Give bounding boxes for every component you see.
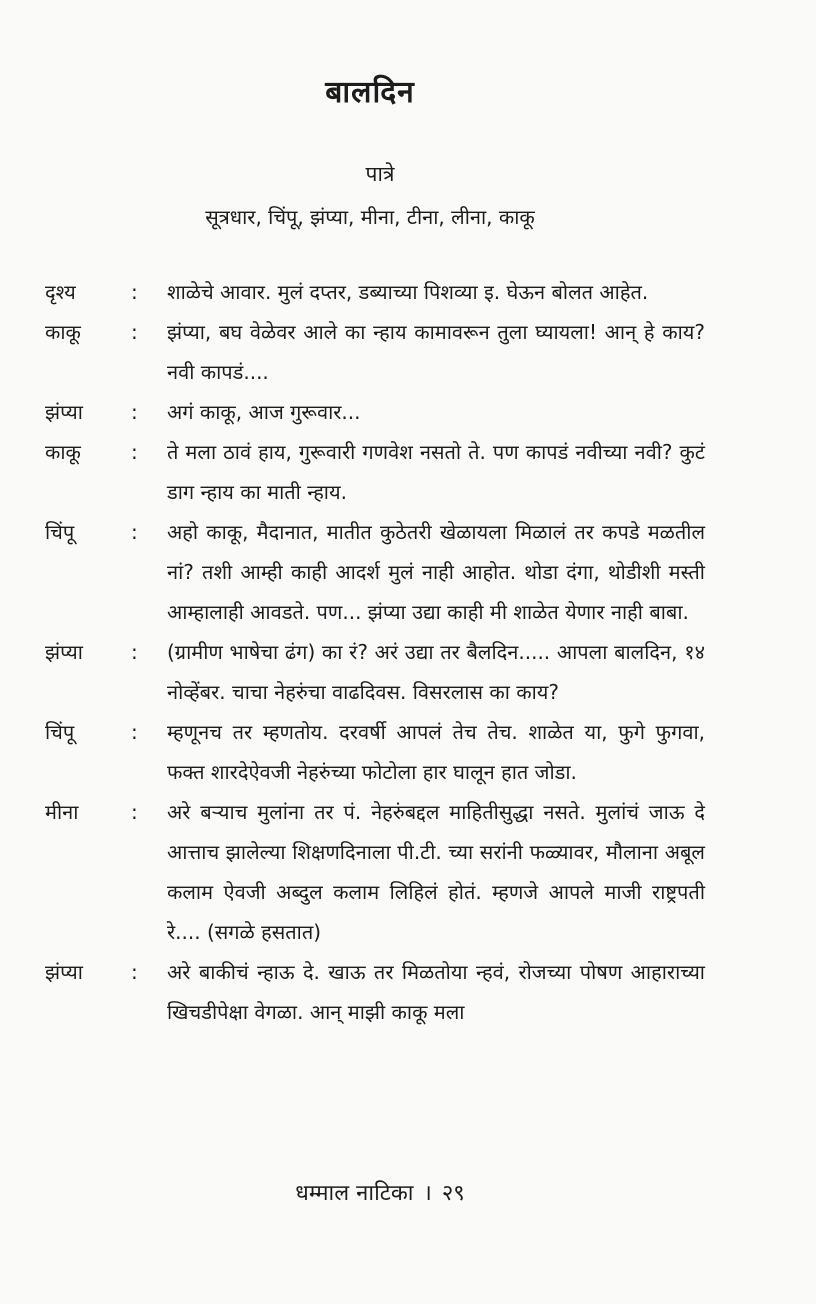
- speaker-name: मीना: [45, 800, 79, 824]
- speaker-name: झंप्या: [45, 960, 83, 984]
- speaker-colon: :: [131, 320, 138, 344]
- dialogue-row: [45, 792, 705, 952]
- speaker-name: दृश्य: [45, 280, 76, 304]
- speaker-name: चिंपू: [45, 720, 75, 744]
- speaker-colon: :: [131, 800, 138, 824]
- speaker-name: काकू: [45, 440, 81, 464]
- dialogue-block: [45, 272, 705, 1032]
- speaker-colon: :: [131, 960, 138, 984]
- play-title: बालदिन: [325, 75, 415, 110]
- speaker-colon: :: [131, 280, 138, 304]
- speaker-colon: :: [131, 720, 138, 744]
- dialogue-text: अरे बाकीचं न्हाऊ दे. खाऊ तर मिळतोया न्हवं, रोजच्या पोषण आहाराच्या खिचडीपेक्षा वेगळा. आन् माझी काकू मला: [167, 960, 705, 1024]
- speaker-colon: :: [131, 400, 138, 424]
- speaker-colon: :: [131, 440, 138, 464]
- page-number: २९: [441, 1181, 465, 1206]
- characters-list: सूत्रधार, चिंपू, झंप्या, मीना, टीना, लीना, काकू: [205, 205, 535, 229]
- dialogue-text: शाळेचे आवार. मुलं दप्तर, डब्याच्या पिशव्या इ. घेऊन बोलत आहेत.: [167, 280, 649, 304]
- speaker-colon: :: [131, 520, 138, 544]
- dialogue-row: [45, 392, 705, 432]
- dialogue-text: (ग्रामीण भाषेचा ढंग) का रं? अरं उद्या तर बैलदिन..... आपला बालदिन, १४ नोव्हेंबर. चाचा नेहरुंचा वाढदिवस. विसरलास का काय?: [167, 640, 705, 704]
- dialogue-text: झंप्या, बघ वेळेवर आले का न्हाय कामावरून तुला घ्यायला! आन् हे काय? नवी कापडं....: [167, 320, 705, 384]
- dialogue-text: अरे बऱ्याच मुलांना तर पं. नेहरुंबद्दल माहितीसुद्धा नसते. मुलांचं जाऊ दे आत्ताच झालेल्या शिक्षणदिनाला पी.टी. च्या सरांनी फळ्यावर, मौलाना अबूल कलाम ऐवजी अब्दुल कलाम लिहिलं होतं. म्हणजे आपले माजी राष्ट्रपती रे.... (सगळे हसतात): [167, 800, 705, 944]
- dialogue-row: [45, 312, 705, 392]
- speaker-name: झंप्या: [45, 640, 83, 664]
- speaker-name: काकू: [45, 320, 81, 344]
- dialogue-row: [45, 952, 705, 1032]
- footer-separator: ।: [423, 1181, 432, 1206]
- dialogue-text: ते मला ठावं हाय, गुरूवारी गणवेश नसतो ते. पण कापडं नवीच्या नवी? कुटं डाग न्हाय का माती न्हाय.: [167, 440, 705, 504]
- dialogue-row: [45, 712, 705, 792]
- dialogue-row: [45, 432, 705, 512]
- speaker-name: झंप्या: [45, 400, 83, 424]
- characters-heading: पात्रे: [365, 162, 395, 186]
- dialogue-row: [45, 512, 705, 632]
- dialogue-text: म्हणूनच तर म्हणतोय. दरवर्षी आपलं तेच तेच. शाळेत या, फुगे फुगवा, फक्त शारदेऐवजी नेहरुंच्या फोटोला हार घालून हात जोडा.: [167, 720, 705, 784]
- dialogue-row: [45, 632, 705, 712]
- book-title: धम्माल नाटिका: [295, 1181, 414, 1206]
- page-footer: [0, 1177, 760, 1207]
- dialogue-text: अगं काकू, आज गुरूवार...: [167, 400, 361, 424]
- speaker-name: चिंपू: [45, 520, 75, 544]
- speaker-colon: :: [131, 640, 138, 664]
- dialogue-text: अहो काकू, मैदानात, मातीत कुठेतरी खेळायला मिळालं तर कपडे मळतील नां? तशी आम्ही काही आदर्श मुलं नाही आहोत. थोडा दंगा, थोडीशी मस्ती आम्हालाही आवडते. पण... झंप्या उद्या काही मी शाळेत येणार नाही बाबा.: [167, 520, 705, 624]
- dialogue-row: [45, 272, 705, 312]
